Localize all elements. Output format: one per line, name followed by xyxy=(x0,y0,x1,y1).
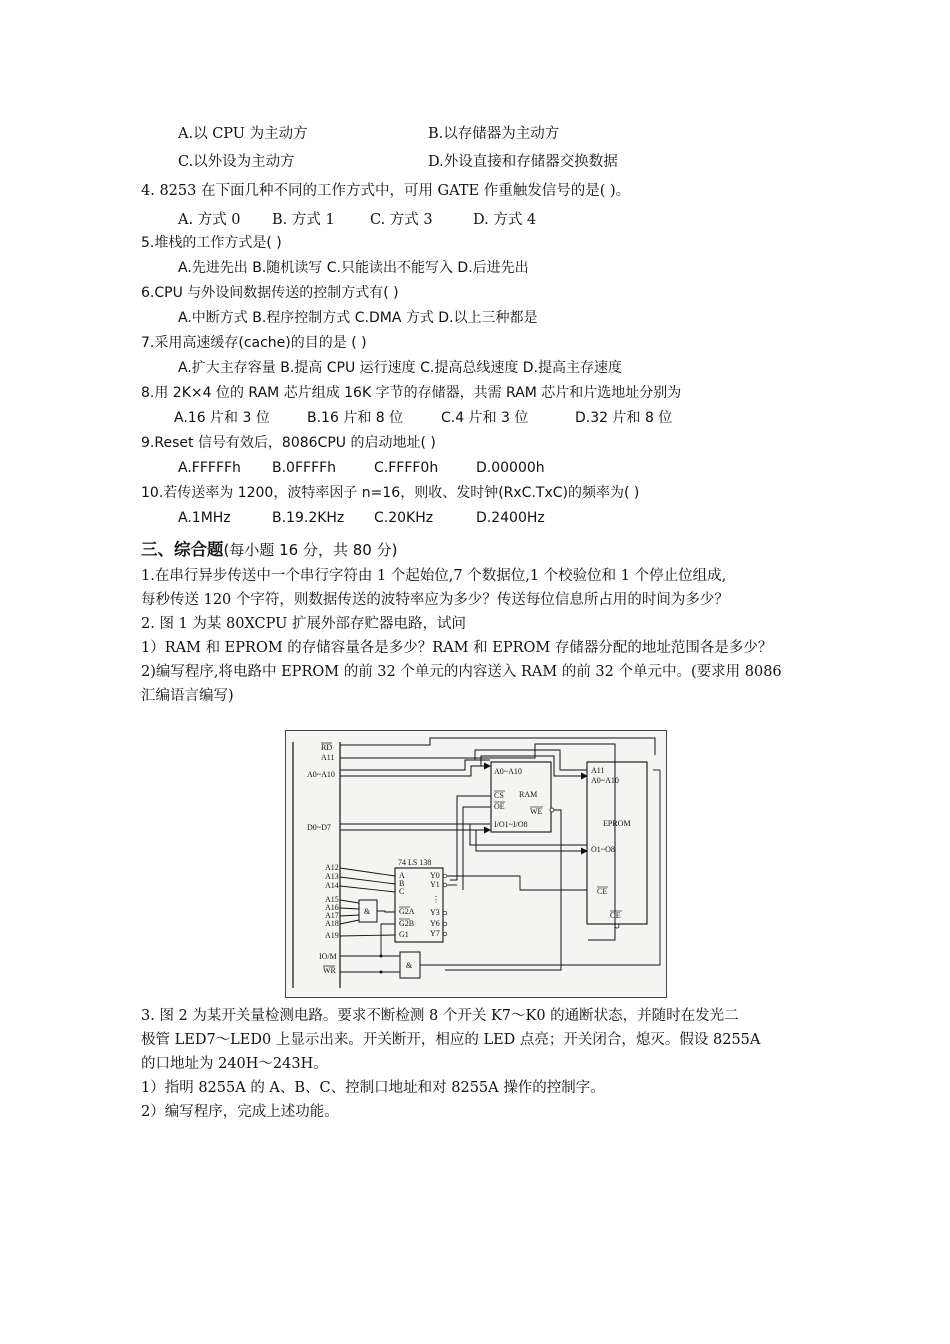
q8-option-d: D.32 片和 8 位 xyxy=(575,410,673,426)
label-d0d7: D0~D7 xyxy=(307,823,331,832)
decoder-name: 74 LS 138 xyxy=(398,858,432,867)
q8-option-c: C.4 片和 3 位 xyxy=(441,410,529,426)
diagram-frame xyxy=(286,731,667,998)
label-a18: A18 xyxy=(325,919,339,928)
p3-line4: 1）指明 8255A 的 A、B、C、控制口地址和对 8255A 操作的控制字。 xyxy=(141,1080,605,1096)
and-gate-lower-symbol: & xyxy=(406,961,413,970)
label-a14: A14 xyxy=(325,881,339,890)
q10-option-d: D.2400Hz xyxy=(476,510,545,526)
ram-name: RAM xyxy=(519,790,538,799)
q9-option-d: D.00000h xyxy=(476,460,545,476)
p2-line2: 1）RAM 和 EPROM 的存储容量各是多少？RAM 和 EPROM 存储器分配的地址范围各是多少？ xyxy=(141,640,773,656)
q8-option-a: A.16 片和 3 位 xyxy=(174,410,270,426)
q10-option-c: C.20KHz xyxy=(374,510,434,526)
q3-option-a: A.以 CPU 为主动方 xyxy=(178,126,308,142)
label-a17: A17 xyxy=(325,911,339,920)
q4-option-d: D. 方式 4 xyxy=(473,212,537,228)
q5-options: A.先进先出 B.随机读写 C.只能读出不能写入 D.后进先出 xyxy=(178,260,529,276)
decoder-pin-g1: G1 xyxy=(399,930,409,939)
q8-option-b: B.16 片和 8 位 xyxy=(307,410,404,426)
label-a12: A12 xyxy=(325,863,339,872)
label-a16: A16 xyxy=(325,903,339,912)
eprom-name: EPROM xyxy=(603,819,631,828)
p2-line4: 汇编语言编写) xyxy=(141,688,234,704)
q10-stem: 10.若传送率为 1200，波特率因子 n=16，则收、发时钟(RxC.TxC)的频率为( ) xyxy=(141,485,640,501)
q4-option-b: B. 方式 1 xyxy=(272,212,335,228)
p2-line1: 2. 图 1 为某 80XCPU 扩展外部存贮器电路，试问 xyxy=(141,616,466,632)
label-rd: RD xyxy=(321,743,333,752)
decoder-pin-c: C xyxy=(399,887,405,896)
q8-stem: 8.用 2K×4 位的 RAM 芯片组成 16K 字节的存储器，共需 RAM 芯片和片选地址分别为 xyxy=(141,385,682,401)
q6-stem: 6.CPU 与外设间数据传送的控制方式有( ) xyxy=(141,285,399,301)
decoder-dots: ⋮ xyxy=(432,895,440,904)
q6-options: A.中断方式 B.程序控制方式 C.DMA 方式 D.以上三种都是 xyxy=(178,310,538,326)
ram-io-pin: I/O1~I/O8 xyxy=(494,820,528,829)
q10-option-b: B.19.2KHz xyxy=(272,510,345,526)
q9-option-c: C.FFFF0h xyxy=(374,460,439,476)
and-gate-upper-symbol: & xyxy=(364,907,371,916)
decoder-pin-y7: Y7 xyxy=(430,929,440,938)
decoder-pin-y3: Y3 xyxy=(430,908,440,917)
q3-option-c: C.以外设为主动方 xyxy=(178,154,295,170)
eprom-a11-pin: A11 xyxy=(591,766,605,775)
ram-oe-pin: OE xyxy=(494,802,505,811)
eprom-ce-pin: CE xyxy=(597,887,608,896)
label-wr: WR xyxy=(323,966,336,975)
memory-expansion-circuit xyxy=(285,730,667,998)
q9-option-a: A.FFFFFh xyxy=(178,460,241,476)
q4-stem: 4. 8253 在下面几种不同的工作方式中，可用 GATE 作重触发信号的是( )。 xyxy=(141,183,631,199)
p3-line2: 极管 LED7～LED0 上显示出来。开关断开，相应的 LED 点亮；开关闭合，熄灭。假设 8255A xyxy=(141,1032,761,1048)
q4-option-a: A. 方式 0 xyxy=(178,212,241,228)
decoder-pin-y6: Y6 xyxy=(430,919,440,928)
label-a13: A13 xyxy=(325,872,339,881)
p3-line5: 2）编写程序，完成上述功能。 xyxy=(141,1104,339,1120)
q10-option-a: A.1MHz xyxy=(178,510,231,526)
p2-line3: 2)编写程序,将电路中 EPROM 的前 32 个单元的内容送入 RAM 的前 32 个单元中。(要求用 8086 xyxy=(141,664,782,680)
decoder-pin-y1: Y1 xyxy=(430,880,440,889)
p1-line2: 每秒传送 120 个字符，则数据传送的波特率应为多少？传送每位信息所占用的时间为多少？ xyxy=(141,592,729,608)
label-a0a10: A0~A10 xyxy=(307,770,335,779)
q5-stem: 5.堆栈的工作方式是( ) xyxy=(141,235,282,251)
decoder-pin-b: B xyxy=(399,879,405,888)
ram-we-pin: WE xyxy=(530,807,543,816)
eprom-oe-pin: OE xyxy=(610,911,621,920)
q3-option-d: D.外设直接和存储器交换数据 xyxy=(428,154,618,170)
decoder-pin-g2a: G2A xyxy=(399,907,415,916)
label-a19: A19 xyxy=(325,931,339,940)
section-heading xyxy=(141,536,397,560)
q4-option-c: C. 方式 3 xyxy=(370,212,433,228)
section-title: 三、综合题 xyxy=(141,540,224,559)
p3-line3: 的口地址为 240H～243H。 xyxy=(141,1056,328,1072)
p3-line1: 3. 图 2 为某开关量检测电路。要求不断检测 8 个开关 K7～K0 的通断状态，并随时在发光二 xyxy=(141,1008,739,1024)
decoder-pin-y0: Y0 xyxy=(430,871,440,880)
eprom-addr-pin: A0~A10 xyxy=(591,776,619,785)
label-a15: A15 xyxy=(325,895,339,904)
p1-line1: 1.在串行异步传送中一个串行字符由 1 个起始位,7 个数据位,1 个校验位和 1 个停止位组成, xyxy=(141,568,727,584)
ram-addr-pin: A0~A10 xyxy=(494,767,522,776)
q7-stem: 7.采用高速缓存(cache)的目的是 ( ) xyxy=(141,335,367,351)
section-subtitle: (每小题 16 分，共 80 分) xyxy=(223,541,398,559)
q3-option-b: B.以存储器为主动方 xyxy=(428,126,560,142)
q9-stem: 9.Reset 信号有效后，8086CPU 的启动地址( ) xyxy=(141,435,436,451)
label-a11: A11 xyxy=(321,753,335,762)
label-iom: IO/M xyxy=(319,952,337,961)
q7-options: A.扩大主存容量 B.提高 CPU 运行速度 C.提高总线速度 D.提高主存速度 xyxy=(178,360,623,376)
eprom-o-pin: O1~O8 xyxy=(591,845,615,854)
decoder-pin-a: A xyxy=(399,871,405,880)
decoder-pin-g2b: G2B xyxy=(399,919,415,928)
q9-option-b: B.0FFFFh xyxy=(272,460,337,476)
ram-cs-pin: CS xyxy=(494,791,504,800)
